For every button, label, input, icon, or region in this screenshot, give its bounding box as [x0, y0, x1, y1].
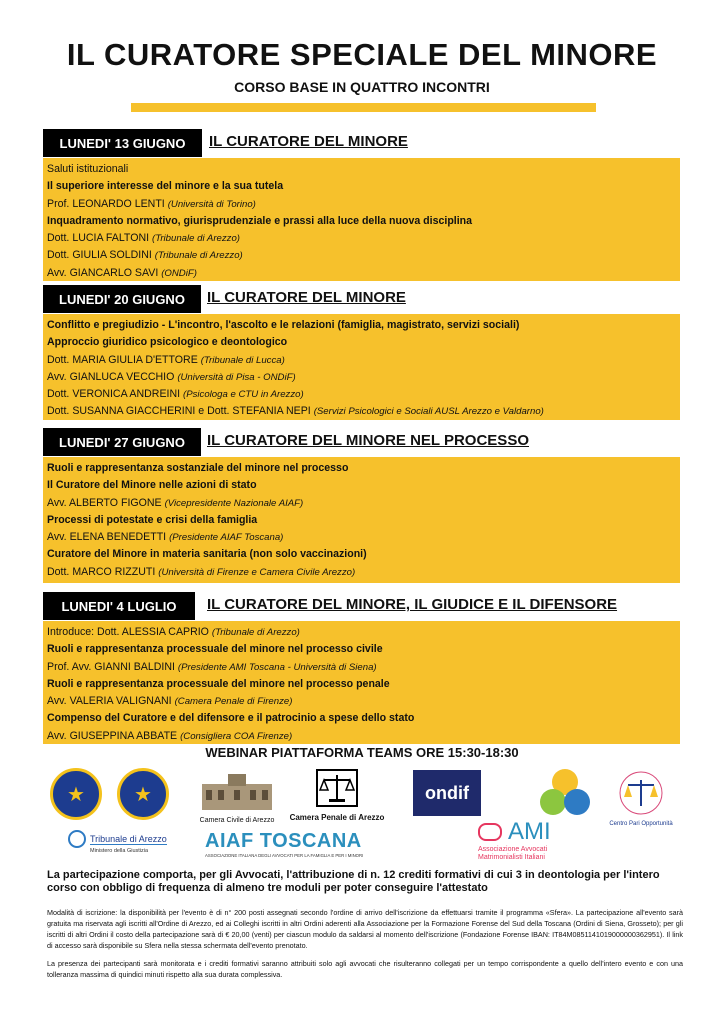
line-text: Processi di potestate e crisi della famiglia: [47, 513, 258, 526]
session-4: [43, 592, 680, 744]
line-affiliation: (Tribunale di Arezzo): [211, 627, 300, 638]
ami-label: AMI: [508, 818, 551, 845]
line-text: Dott. VERONICA ANDREINI: [47, 388, 181, 401]
session-line: [47, 386, 676, 403]
ordine-avvocati-logo: [117, 768, 169, 820]
scales-of-justice-icon: [284, 768, 390, 808]
session-body: [43, 314, 680, 420]
tribunale-emblem-icon: [68, 830, 86, 848]
ondif-logo: [413, 770, 481, 816]
ami-logo: [478, 818, 578, 862]
camera-civile-label: Camera Civile di Arezzo: [199, 817, 275, 824]
session-date: LUNEDI' 13 GIUGNO: [43, 129, 202, 157]
session-line: [47, 512, 676, 529]
session-line: [47, 369, 676, 386]
session-3: [43, 428, 680, 583]
line-text: Il Curatore del Minore nelle azioni di stato: [47, 479, 257, 492]
camera-civile-logo: [198, 770, 276, 824]
line-text: Il superiore interesse del minore e la sua tutela: [47, 180, 284, 193]
session-line: [47, 624, 676, 641]
centro-label: Centro Pari Opportunità: [609, 821, 673, 827]
session-line: [47, 196, 676, 213]
line-text: Conflitto e pregiudizio - L'incontro, l'ascolto e le relazioni (famiglia, magistrato, servizi sociali): [47, 319, 520, 331]
aiaf-label: AIAF TOSCANA: [205, 830, 362, 852]
camera-penale-logo: [284, 768, 390, 822]
line-affiliation: (Tribunale di Lucca): [200, 354, 285, 366]
line-text: Avv. GIANCARLO SAVI: [47, 266, 159, 279]
ami-sub: Associazione Avvocati Matrimonialisti Italiani: [478, 846, 548, 861]
line-affiliation: (Tribunale di Arezzo): [152, 233, 240, 245]
session-line: [47, 161, 676, 178]
line-affiliation: (Servizi Psicologici e Sociali AUSL Arezzo e Valdarno): [313, 406, 544, 418]
session-line: [47, 247, 676, 264]
line-affiliation: (Università di Torino): [167, 198, 256, 210]
line-text: Avv. ALBERTO FIGONE: [47, 496, 162, 509]
session-line: [47, 213, 676, 230]
page-subtitle: CORSO BASE IN QUATTRO INCONTRI: [234, 79, 490, 95]
session-line: [47, 495, 676, 512]
tribunale-logo: [68, 830, 178, 854]
aiaf-sub: ASSOCIAZIONE ITALIANA DEGLI AVVOCATI PER LA FAMIGLIA E PER I MINORI: [205, 853, 364, 858]
session-date: LUNEDI' 4 LUGLIO: [43, 592, 195, 620]
session-line: [47, 564, 676, 581]
line-text: Avv. GIUSEPPINA ABBATE: [47, 729, 178, 742]
line-affiliation: (Psicologa e CTU in Arezzo): [183, 389, 304, 401]
session-line: [47, 265, 676, 282]
line-text: Curatore del Minore in materia sanitaria (non solo vaccinazioni): [47, 548, 367, 561]
page-title: IL CURATORE SPECIALE DEL MINORE: [66, 37, 658, 72]
session-date: LUNEDI' 20 GIUGNO: [43, 285, 201, 313]
session-date: LUNEDI' 27 GIUGNO: [43, 428, 201, 456]
ami-emblem-icon: [478, 823, 502, 841]
session-line: [47, 676, 676, 693]
gold-divider: [131, 103, 596, 112]
line-affiliation: (Presidente AMI Toscana - Università di Siena): [177, 661, 377, 673]
line-text: Approccio giuridico psicologico e deontologico: [47, 336, 288, 349]
line-text: Dott. LUCIA FALTONI: [47, 232, 150, 245]
session-title: IL CURATORE DEL MINORE: [207, 289, 406, 306]
camera-penale-label: Camera Penale di Arezzo: [289, 813, 385, 822]
line-text: Dott. MARIA GIULIA D'ETTORE: [47, 353, 198, 366]
line-affiliation: (Tribunale di Arezzo): [154, 250, 243, 262]
credits-note: La partecipazione comporta, per gli Avvocati, l'attribuzione di n. 12 crediti formativi di cui 3 in deontologia per l'intero corso con obbligo di frequenza di almeno tre moduli per poter conseguire l'attestato: [47, 869, 660, 894]
line-affiliation: (Consigliera COA Firenze): [180, 730, 293, 742]
session-body: [43, 158, 680, 281]
circles-logo: [535, 768, 595, 820]
line-text: Dott. MARCO RIZZUTI: [47, 565, 156, 578]
line-text: Avv. GIANLUCA VECCHIO: [47, 370, 175, 383]
session-line: [47, 352, 676, 369]
session-line: [47, 728, 676, 745]
session-line: [47, 477, 676, 494]
building-icon: [198, 770, 276, 812]
line-text: Compenso del Curatore e del difensore e il patrocinio a spese dello stato: [47, 712, 415, 725]
session-1: [43, 129, 680, 281]
session-line: [47, 230, 676, 247]
star-icon: ★: [117, 768, 169, 820]
line-text: Avv. ELENA BENEDETTI: [47, 531, 167, 544]
line-affiliation: (Università di Pisa - ONDiF): [177, 371, 296, 383]
line-affiliation: (Vicepresidente Nazionale AIAF): [164, 497, 304, 509]
session-title: IL CURATORE DEL MINORE NEL PROCESSO: [207, 432, 529, 449]
tribunale-sub: Ministero della Giustizia: [90, 848, 149, 854]
session-line: [47, 641, 676, 658]
line-text: Dott. SUSANNA GIACCHERINI e Dott. STEFANIA NEPI: [47, 405, 311, 418]
session-body: [43, 621, 680, 744]
session-title: IL CURATORE DEL MINORE, IL GIUDICE E IL DIFENSORE: [207, 596, 618, 613]
venn-circles-icon: [535, 768, 595, 820]
line-text: Avv. VALERIA VALIGNANI: [47, 695, 172, 708]
line-text: Inquadramento normativo, giurisprudenziale e prassi alla luce della nuova disciplina: [47, 214, 473, 227]
line-text: Prof. Avv. GIANNI BALDINI: [47, 660, 175, 673]
line-text: Ruoli e rappresentanza sostanziale del minore nel processo: [47, 462, 349, 474]
webinar-info: WEBINAR PIATTAFORMA TEAMS ORE 15:30-18:30: [205, 745, 519, 760]
line-text: Introduce: Dott. ALESSIA CAPRIO: [47, 626, 209, 638]
session-line: [47, 403, 676, 420]
registration-note: Modalità di iscrizione: la disponibilità per l'evento è di n° 200 posti assegnati secondo l'ordine di arrivo dell'iscrizione da effettuarsi tramite il programma «Sfera». La partecipazione all'evento sarà gratuita ma riservata agli iscritti all'Ordine di Arezzo, ed ai Colleghi iscritti in altri Ordini aderenti alla Associazione per la Formazione Forense del Sud della Toscana (Ordini di Siena, Grosseto); per gli iscritti di altri Ordini il costo della partecipazione sarà di € 20,00 (venti) per ciascun modulo da saldarsi al momento dell'iscrizione (Fondazione Forense IBAN: IT84M0851141019000000362951). Il link di accesso sarà disponibile su Sfera nella stessa schermata dell'evento prenotato.: [47, 908, 683, 950]
centro-pari-opportunita-logo: [606, 770, 676, 827]
session-title: IL CURATORE DEL MINORE: [209, 133, 408, 150]
star-icon: ★: [50, 768, 102, 820]
session-line: [47, 710, 676, 727]
line-affiliation: (Camera Penale di Firenze): [174, 696, 293, 708]
attendance-note: La presenza dei partecipanti sarà monitorata e i crediti formativi saranno attribuiti solo agli avvocati che risulteranno collegati per un tempo corrispondente a quello dell'intero evento e con una tolleranza massima di quindici minuti rispetto alla sua durata complessiva.: [47, 959, 683, 979]
line-text: Dott. GIULIA SOLDINI: [47, 249, 152, 262]
fondazione-forense-logo: [50, 768, 102, 820]
ondif-label: ondif: [425, 782, 469, 803]
session-2: [43, 285, 680, 420]
session-line: [47, 334, 676, 351]
session-line: [47, 693, 676, 710]
session-line: [47, 178, 676, 195]
line-text: Saluti istituzionali: [47, 163, 129, 175]
session-line: [47, 317, 676, 334]
line-text: Ruoli e rappresentanza processuale del minore nel processo civile: [47, 643, 383, 656]
line-affiliation: (ONDiF): [161, 267, 197, 279]
session-line: [47, 460, 676, 477]
session-line: [47, 659, 676, 676]
session-body: [43, 457, 680, 583]
session-line: [47, 529, 676, 546]
aiaf-toscana-logo: [205, 830, 389, 858]
session-line: [47, 546, 676, 563]
line-text: Ruoli e rappresentanza processuale del minore nel processo penale: [47, 677, 390, 690]
line-text: Prof. LEONARDO LENTI: [47, 197, 165, 210]
tribunale-label: Tribunale di Arezzo: [90, 833, 167, 844]
line-affiliation: (Università di Firenze e Camera Civile Arezzo): [158, 566, 356, 578]
scales-icon: [606, 770, 676, 816]
line-affiliation: (Presidente AIAF Toscana): [169, 532, 284, 544]
